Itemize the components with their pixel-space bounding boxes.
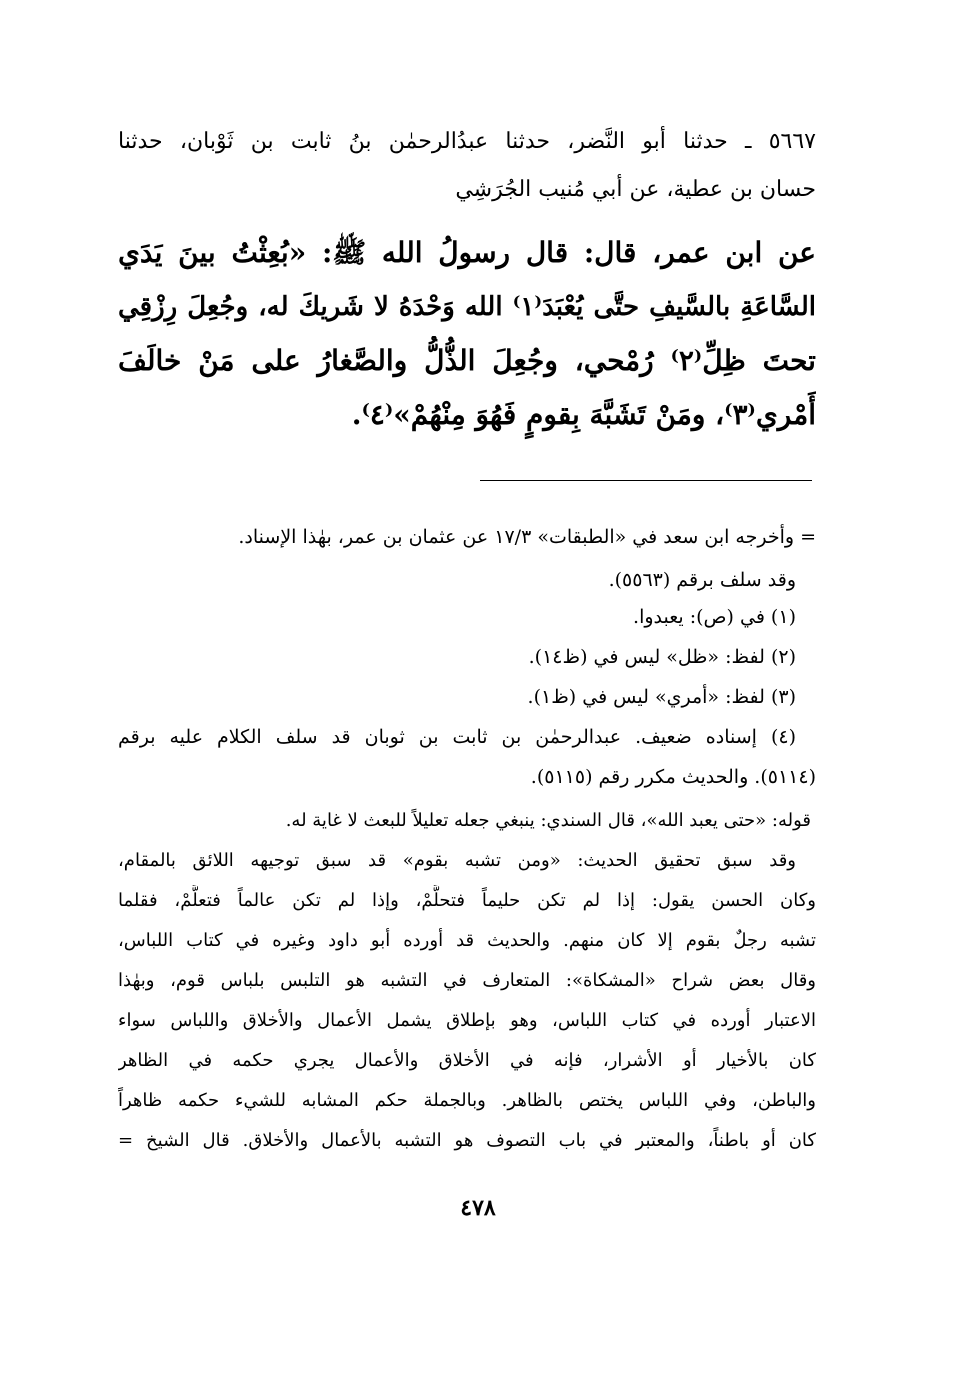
footnote-line-1: = وأخرجه ابن سعد في «الطبقات» ١٧/٣ عن عثمان بن عمر، بهٰذا الإسناد. [238, 526, 816, 548]
footnote-3: (٣) لفظ: «أمري» ليس في (ظ١). [527, 686, 796, 708]
commentary-line-3: وكان الحسن يقول: إذا لم تكن حليماً فتحلَّمْ، وإذا لم تكن عالماً فتعلَّمْ، فقلما [118, 890, 816, 911]
hadith-text-line-1: عن ابن عمر، قال: قال رسولُ الله ﷺ: «بُعِثْتُ بينَ يَدَي [118, 236, 816, 269]
commentary-line-2: وقد سبق تحقيق الحديث: «ومن تشبه بقوم» قد سبق توجيهه اللائق بالمقام، [118, 850, 796, 871]
commentary-line-6: الاعتبار أورده في كتاب اللباس، وهو بإطلاق يشمل الأعمال والأخلاق واللباس سواء [118, 1010, 816, 1031]
hadith-chain-line-2: حسان بن عطية، عن أبي مُنيب الجُرَشِي [455, 177, 816, 202]
commentary-line-7: كان بالأخيار أو الأشرار، فإنه في الأخلاق والأعمال يجري حكمه في الظاهر [118, 1050, 816, 1071]
commentary-line-1: قوله: «حتى يعبد الله»، قال السندي: ينبغي جعله تعليلاً للبعث لا غاية له. [285, 810, 811, 831]
hadith-text-line-3: تحتَ ظِلِّ⁽٢⁾ رُمْحي، وجُعِلَ الذُّلُّ والصَّغارُ على مَنْ خالَفَ [118, 344, 816, 377]
footnote-4: (٤) إسناده ضعيف. عبدالرحمٰن بن ثابت بن ثوبان قد سلف الكلام عليه برقم [118, 726, 796, 748]
footnote-4-continued: (٥١١٤). والحديث مكرر رقم (٥١١٥). [530, 766, 816, 788]
commentary-line-4: تشبه رجلٌ بقوم إلا كان منهم. والحديث قد أورده أبو داود وغيره في كتاب اللباس، [118, 930, 816, 951]
hadith-text-line-2: السَّاعَةِ بالسَّيفِ حتَّى يُعْبَدَ⁽١⁾ الله وَحْدَهُ لا شَريكَ له، وجُعِلَ رِزْقِي [118, 292, 816, 322]
footnote-separator [480, 480, 812, 481]
hadith-text-line-4: أَمْري⁽٣⁾، ومَنْ تَشَبَّهَ بِقومٍ فَهُوَ مِنْهُمْ»⁽٤⁾. [351, 398, 816, 431]
footnote-2: (٢) لفظ: «ظل» ليس في (ظ١٤). [528, 646, 796, 668]
commentary-line-9: كان أو باطناً، والمعتبر في باب التصوف هو التشبه بالأعمال والأخلاق. قال الشيخ = [118, 1130, 816, 1151]
commentary-line-5: وقال بعض شراح «المشكاة»: المتعارف في التشبه هو التلبس بلباس قوم، وبهٰذا [118, 970, 816, 991]
footnote-1: (١) في (ص): يعبدوا. [633, 606, 796, 628]
page-number: ٤٧٨ [460, 1195, 496, 1221]
hadith-chain-line-1: ٥٦٦٧ ـ حدثنا أبو النَّضر، حدثنا عبدُالرحمٰن بنُ ثابت بن ثَوْبان، حدثنا [118, 129, 816, 154]
commentary-line-8: والباطن، وفي اللباس يختص بالظاهر. وبالجملة حكم المشابه للشيء حكمه ظاهراً [118, 1090, 816, 1111]
footnote-line-2: وقد سلف برقم (٥٥٦٣). [608, 569, 796, 591]
